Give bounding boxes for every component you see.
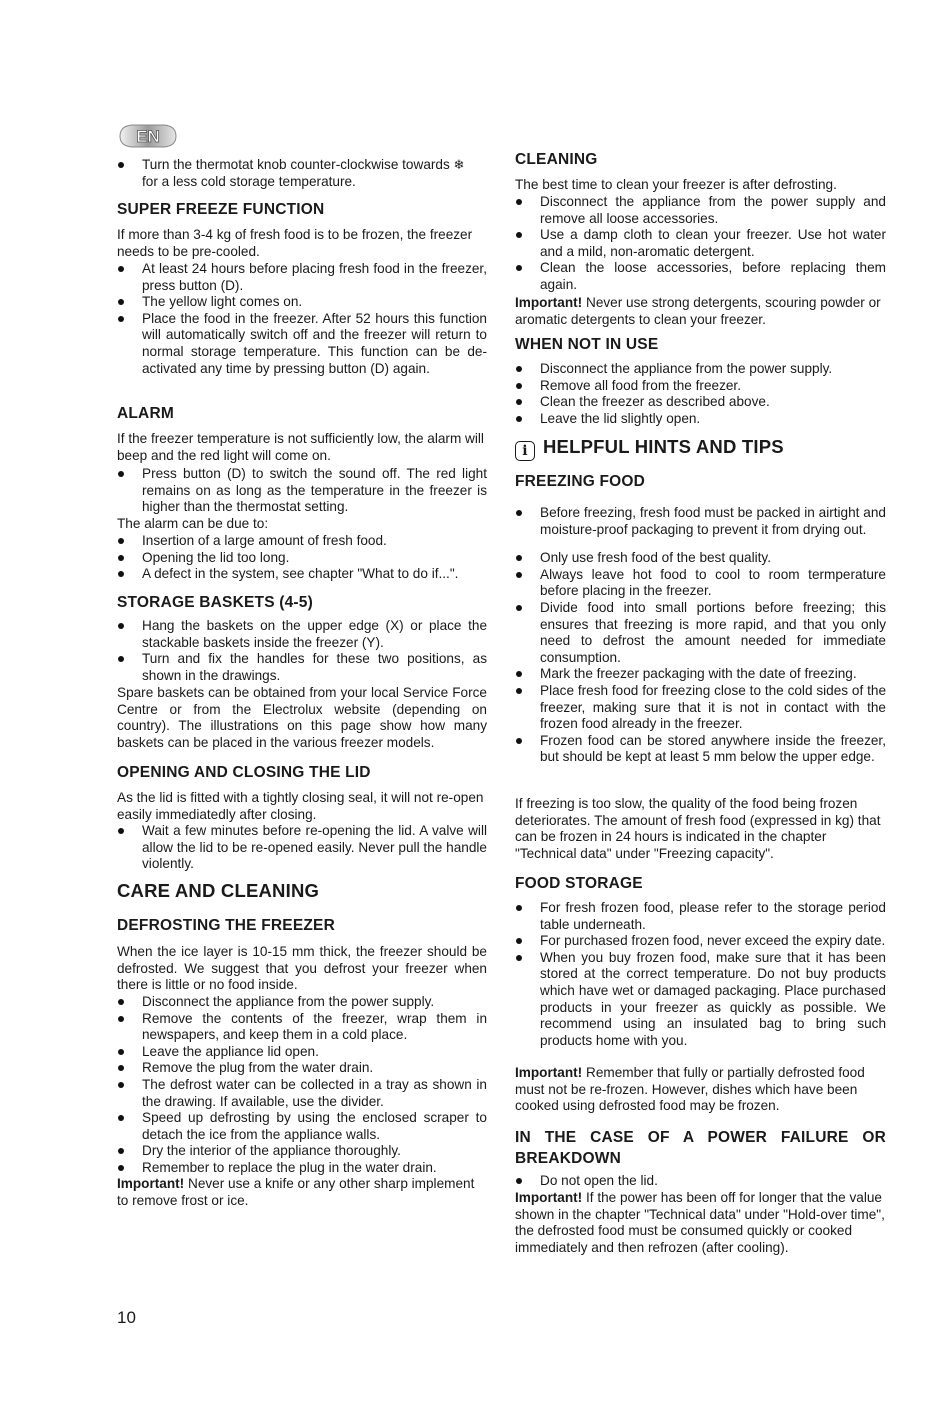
list-item: Disconnect the appliance from the power supply and remove all loose accessories. xyxy=(515,194,886,227)
important-label: Important! xyxy=(117,1176,185,1191)
list-item: Leave the appliance lid open. xyxy=(117,1044,487,1061)
list-item: Press button (D) to switch the sound off. The red light remains on as long as the temperature in the freezer is higher than the thermostat setting. xyxy=(117,466,487,516)
list-item: Only use fresh food of the best quality. xyxy=(515,550,886,567)
baskets-list xyxy=(117,618,487,684)
section-title-power-failure: IN THE CASE OF A POWER FAILURE OR BREAKDOWN xyxy=(515,1129,886,1167)
storage-list xyxy=(515,900,886,1049)
lid-intro: As the lid is fitted with a tightly closing seal, it will not re-open easily immediatedly after closing. xyxy=(117,790,484,822)
list-item: Remember to replace the plug in the water drain. xyxy=(117,1160,487,1177)
power-list xyxy=(515,1173,886,1190)
list-item: When you buy frozen food, make sure that it has been stored at the correct temperature. Do not buy products which have wet or damaged packaging. Place purchased products in your freezer as quickly as possible. We recommend using an insulated bag to bring such products home with you. xyxy=(515,950,886,1050)
language-tab-label: EN xyxy=(136,127,160,146)
section-title-super-freeze: SUPER FREEZE FUNCTION xyxy=(117,201,325,218)
list-item: For purchased frozen food, never exceed the expiry date. xyxy=(515,933,886,950)
alarm-list xyxy=(117,466,487,516)
list-item: Opening the lid too long. xyxy=(117,550,487,567)
list-item: Disconnect the appliance from the power supply. xyxy=(117,994,487,1011)
important-label: Important! xyxy=(515,295,583,310)
snowflake-icon: ❄ xyxy=(453,157,465,172)
chapter-title-hints: i HELPFUL HINTS AND TIPS xyxy=(515,436,886,461)
list-item: Remove all food from the freezer. xyxy=(515,378,886,395)
list-item: Clean the loose accessories, before replacing them again. xyxy=(515,260,886,293)
not-in-use-list xyxy=(515,361,886,427)
section-title-alarm: ALARM xyxy=(117,405,174,422)
super-freeze-intro: If more than 3-4 kg of fresh food is to be frozen, the freezer needs to be pre-cooled. xyxy=(117,227,473,259)
list-item: Frozen food can be stored anywhere inside the freezer, but should be kept at least 5 mm below the upper edge. xyxy=(515,733,886,766)
section-title-freezing-food: FREEZING FOOD xyxy=(515,473,646,490)
list-item: Place the food in the freezer. After 52 hours this function will automatically switch off and the freezer will return to normal storage temperature. This function can be de-activated any time by pressing button (D) again. xyxy=(117,311,487,377)
language-tab-logo xyxy=(116,120,180,152)
chapter-title-care: CARE AND CLEANING xyxy=(117,880,320,901)
baskets-note: Spare baskets can be obtained from your local Service Force Centre or from the Electrolux website (depending on country). The illustrations on this page show how many baskets can be placed in the various freezer models. xyxy=(117,685,487,750)
list-item: Dry the interior of the appliance thoroughly. xyxy=(117,1143,487,1160)
list-item: The defrost water can be collected in a tray as shown in the drawing. If available, use the divider. xyxy=(117,1077,487,1110)
defrost-list xyxy=(117,994,487,1177)
list-item: Divide food into small portions before freezing; this ensures that freezing is more rapid, and that you only need to defrost the amount needed for immediate consumption. xyxy=(515,600,886,666)
alarm-intro: If the freezer temperature is not sufficiently low, the alarm will beep and the red light will come on. xyxy=(117,431,484,463)
list-item: At least 24 hours before placing fresh food in the freezer, press button (D). xyxy=(117,261,487,294)
list-item: Place fresh food for freezing close to the cold sides of the freezer, making sure that it is not in contact with the frozen food already in the freezer. xyxy=(515,683,886,733)
section-title-storage-baskets: STORAGE BASKETS (4-5) xyxy=(117,594,313,611)
list-item: A defect in the system, see chapter "What to do if...". xyxy=(117,566,487,583)
lid-list xyxy=(117,823,487,873)
freezing-note: If freezing is too slow, the quality of the food being frozen deteriorates. The amount of fresh food (expressed in kg) that can be frozen in 24 hours is indicated in the chapter "Technical data" under "Freezing capacity". xyxy=(515,796,881,861)
section-title-not-in-use: WHEN NOT IN USE xyxy=(515,336,659,353)
freezing-list xyxy=(515,505,886,766)
info-icon: i xyxy=(515,441,535,461)
list-item: Wait a few minutes before re-opening the lid. A valve will allow the lid to be re-opened easily. Never pull the handle violently. xyxy=(117,823,487,873)
thermostat-note xyxy=(117,157,487,190)
cleaning-list xyxy=(515,194,886,294)
section-title-cleaning: CLEANING xyxy=(515,151,598,168)
section-title-food-storage: FOOD STORAGE xyxy=(515,875,643,892)
list-item: Leave the lid slightly open. xyxy=(515,411,886,428)
alarm-cause-intro: The alarm can be due to: xyxy=(117,516,269,531)
important-label: Important! xyxy=(515,1190,583,1205)
important-label: Important! xyxy=(515,1065,583,1080)
cleaning-intro: The best time to clean your freezer is after defrosting. xyxy=(515,177,837,192)
storage-important: Important! Remember that fully or partially defrosted food must not be re-frozen. However, dishes which have been cooked using defrosted food may be frozen. xyxy=(515,1065,865,1114)
cleaning-important: Important! Never use strong detergents, scouring powder or aromatic detergents to clean your freezer. xyxy=(515,295,881,327)
section-title-lid: OPENING AND CLOSING THE LID xyxy=(117,764,371,781)
list-item: Remove the contents of the freezer, wrap them in newspapers, and keep them in a cold place. xyxy=(117,1011,487,1044)
list-item: Use a damp cloth to clean your freezer. Use hot water and a mild, non-aromatic detergent. xyxy=(515,227,886,260)
list-item: Before freezing, fresh food must be packed in airtight and moisture-proof packaging to prevent it from drying out. xyxy=(515,505,886,538)
list-item: Turn the thermotat knob counter-clockwise towards ❄ for a less cold storage temperature. xyxy=(117,157,487,190)
list-item: Insertion of a large amount of fresh food. xyxy=(117,533,487,550)
list-item: Do not open the lid. xyxy=(515,1173,886,1190)
defrost-intro: When the ice layer is 10-15 mm thick, the freezer should be defrosted. We suggest that you defrost your freezer when there is little or no food inside. xyxy=(117,944,487,993)
list-item: For fresh frozen food, please refer to the storage period table underneath. xyxy=(515,900,886,933)
page-number: 10 xyxy=(117,1308,136,1327)
alarm-cause-list xyxy=(117,533,487,583)
list-item: The yellow light comes on. xyxy=(117,294,487,311)
defrost-important: Important! Never use a knife or any other sharp implement to remove frost or ice. xyxy=(117,1176,475,1208)
list-item: Speed up defrosting by using the enclosed scraper to detach the ice from the appliance walls. xyxy=(117,1110,487,1143)
power-important: Important! If the power has been off for longer that the value shown in the chapter "Technical data" under "Hold-over time", the defrosted food must be consumed quickly or cooked immediately and then refrozen (after cooling). xyxy=(515,1190,885,1255)
super-freeze-list xyxy=(117,261,487,377)
list-item: Always leave hot food to cool to room termperature before placing in the freezer. xyxy=(515,567,886,600)
list-item: Disconnect the appliance from the power supply. xyxy=(515,361,886,378)
list-item: Hang the baskets on the upper edge (X) or place the stackable baskets inside the freezer (Y). xyxy=(117,618,487,651)
list-item: Mark the freezer packaging with the date of freezing. xyxy=(515,666,886,683)
list-item: Clean the freezer as described above. xyxy=(515,394,886,411)
section-title-defrosting: DEFROSTING THE FREEZER xyxy=(117,917,335,934)
list-item: Remove the plug from the water drain. xyxy=(117,1060,487,1077)
list-item: Turn and fix the handles for these two positions, as shown in the drawings. xyxy=(117,651,487,684)
